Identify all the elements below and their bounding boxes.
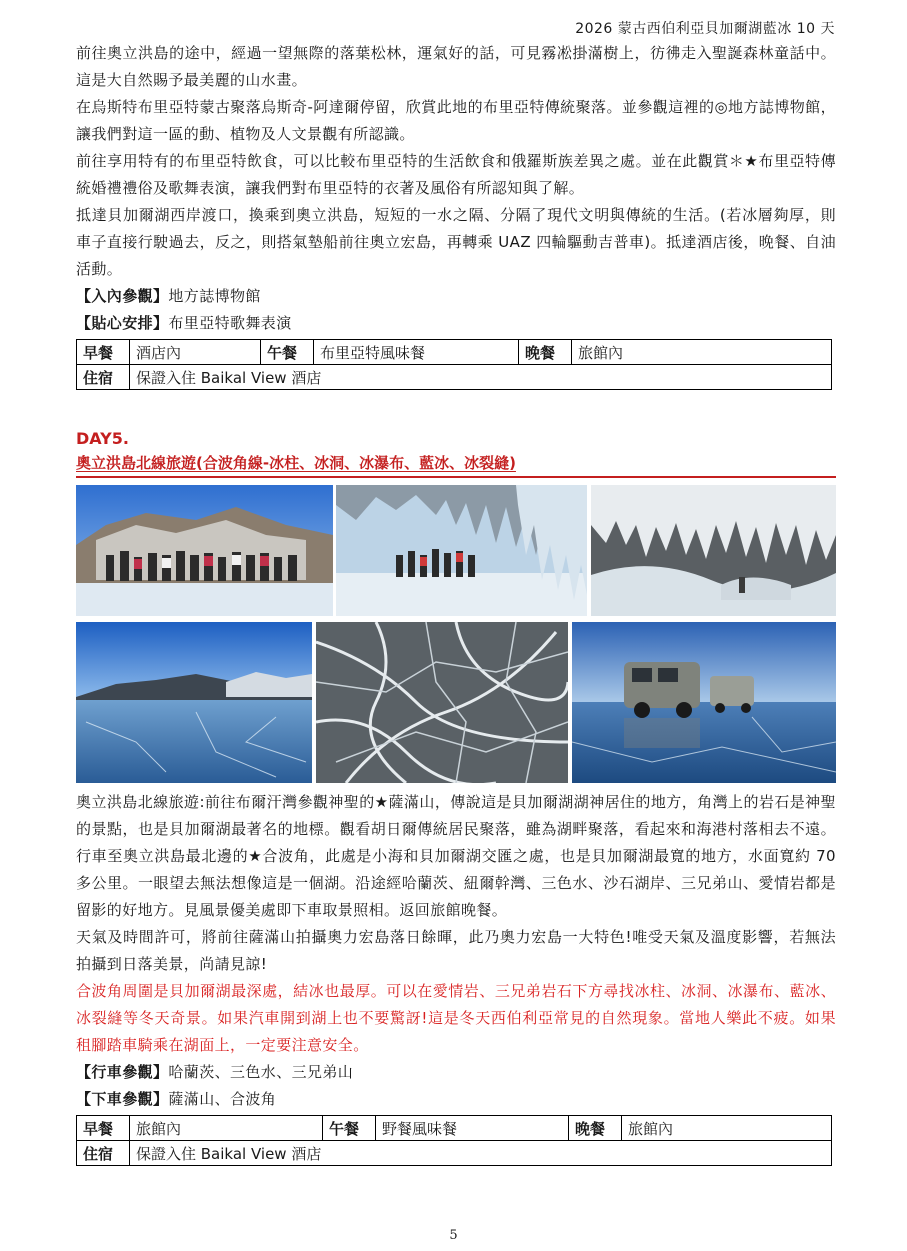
breakfast-value: 酒店內	[130, 340, 261, 365]
stop-label: 【下車參觀】	[76, 1090, 169, 1108]
special-line	[76, 310, 836, 337]
lunch-value: 布里亞特風味餐	[314, 340, 519, 365]
breakfast-label: 早餐	[77, 1116, 130, 1141]
hotel-value: 保證入住 Baikal View 酒店	[130, 1141, 832, 1166]
hotel-row	[77, 365, 832, 390]
special-value: 布里亞特歌舞表演	[168, 314, 292, 332]
page-content	[76, 40, 836, 1166]
hotel-label: 住宿	[77, 1141, 130, 1166]
breakfast-value: 旅館內	[130, 1116, 323, 1141]
intro-paragraph-1: 前往奧立洪島的途中，經過一望無際的落葉松林，運氣好的話，可見霧凇掛滿樹上，彷彿走入聖誕森林童話中。這是大自然賜予最美麗的山水畫。	[76, 44, 836, 89]
meal-table-day5	[76, 1115, 832, 1166]
red-divider	[76, 476, 836, 478]
meal-row	[77, 340, 832, 365]
day5-title: DAY5.	[76, 429, 129, 448]
hotel-value: 保證入住 Baikal View 酒店	[130, 365, 832, 390]
day5-paragraph-1: 奧立洪島北線旅遊:前往布爾汗灣參觀神聖的★薩滿山，傳說這是貝加爾湖湖神居住的地方，角灣上的岩石是神聖的景點，也是貝加爾湖最著名的地標。觀看胡日爾傳統居民聚落，雖為湖畔聚落，看起來和海港村落相去不遠。行車至奧立洪島最北邊的★合波角，此處是小海和貝加爾湖交匯之處，也是貝加爾湖最寬的地方，水面寬約 70 多公里。一眼望去無法想像這是一個湖。沿途經哈蘭茨、紐爾幹灣、三色水、沙石湖岸、三兄弟山、愛情岩都是留影的好地方。見風景優美處即下車取景照相。返回旅館晚餐。	[76, 793, 836, 919]
page-number: 5	[449, 1228, 458, 1243]
lunch-label: 午餐	[261, 340, 314, 365]
special-label: 【貼心安排】	[76, 314, 169, 332]
photo-lake-hills	[76, 622, 312, 783]
photo-uaz-vans	[572, 622, 836, 783]
photo-cracked-ice	[316, 622, 568, 783]
meal-table-day4	[76, 339, 832, 390]
intro-paragraph-4: 抵達貝加爾湖西岸渡口，換乘到奧立洪島，短短的一水之隔、分隔了現代文明與傳統的生活。(若冰層夠厚，則車子直接行駛過去，反之，則搭氣墊船前往奧立宏島，再轉乘 UAZ 四輪驅動吉普車)。抵達酒店後，晚餐、自油活動。	[76, 206, 836, 278]
breakfast-label: 早餐	[77, 340, 130, 365]
page-header-title: 2026 蒙古西伯利亞貝加爾湖藍冰 10 天	[575, 21, 835, 37]
intro-paragraph-3: 前往享用特有的布里亞特飲食，可以比較布里亞特的生活飲食和俄羅斯族差異之處。並在此觀賞＊★布里亞特傳統婚禮禮俗及歌舞表演，讓我們對布里亞特的衣著及風俗有所認知與了解。	[76, 152, 836, 197]
visit-value: 地方誌博物館	[168, 287, 261, 305]
stop-value: 薩滿山、合波角	[168, 1090, 277, 1108]
visit-label: 【入內參觀】	[76, 287, 169, 305]
day5-paragraph-2: 天氣及時間許可，將前往薩滿山拍攝奧力宏島落日餘暉，此乃奧力宏島一大特色!唯受天氣及溫度影響，若無法拍攝到日落美景，尚請見諒!	[76, 928, 836, 973]
dinner-value: 旅館內	[622, 1116, 832, 1141]
dinner-label: 晚餐	[569, 1116, 622, 1141]
lunch-value: 野餐風味餐	[376, 1116, 569, 1141]
photo-ice-cave-group	[336, 485, 587, 616]
drive-value: 哈蘭茨、三色水、三兄弟山	[168, 1063, 354, 1081]
day5-subtitle: 奧立洪島北線旅遊(合波角線-冰柱、冰洞、冰瀑布、藍冰、冰裂縫)	[76, 454, 516, 472]
drive-label: 【行車參觀】	[76, 1063, 169, 1081]
photo-icicle-cave	[591, 485, 836, 616]
visit-line	[76, 283, 836, 310]
dinner-label: 晚餐	[519, 340, 572, 365]
photo-gallery	[76, 485, 836, 783]
hotel-row	[77, 1141, 832, 1166]
drive-line	[76, 1059, 836, 1086]
hotel-label: 住宿	[77, 365, 130, 390]
stop-line	[76, 1086, 836, 1113]
photo-group-cliff	[76, 485, 333, 616]
meal-row	[77, 1116, 832, 1141]
dinner-value: 旅館內	[572, 340, 832, 365]
intro-paragraph-2: 在烏斯特布里亞特蒙古聚落烏斯奇-阿達爾停留，欣賞此地的布里亞特傳統聚落。並參觀這裡的◎地方誌博物館，讓我們對這一區的動、植物及人文景觀有所認識。	[76, 98, 836, 143]
lunch-label: 午餐	[323, 1116, 376, 1141]
day5-paragraph-3-red: 合波角周圍是貝加爾湖最深處，結冰也最厚。可以在愛情岩、三兄弟岩石下方尋找冰柱、冰洞、冰瀑布、藍冰、冰裂縫等冬天奇景。如果汽車開到湖上也不要驚訝!這是冬天西伯利亞常見的自然現象。當地人樂此不疲。如果租腳踏車騎乘在湖面上，一定要注意安全。	[76, 982, 836, 1054]
